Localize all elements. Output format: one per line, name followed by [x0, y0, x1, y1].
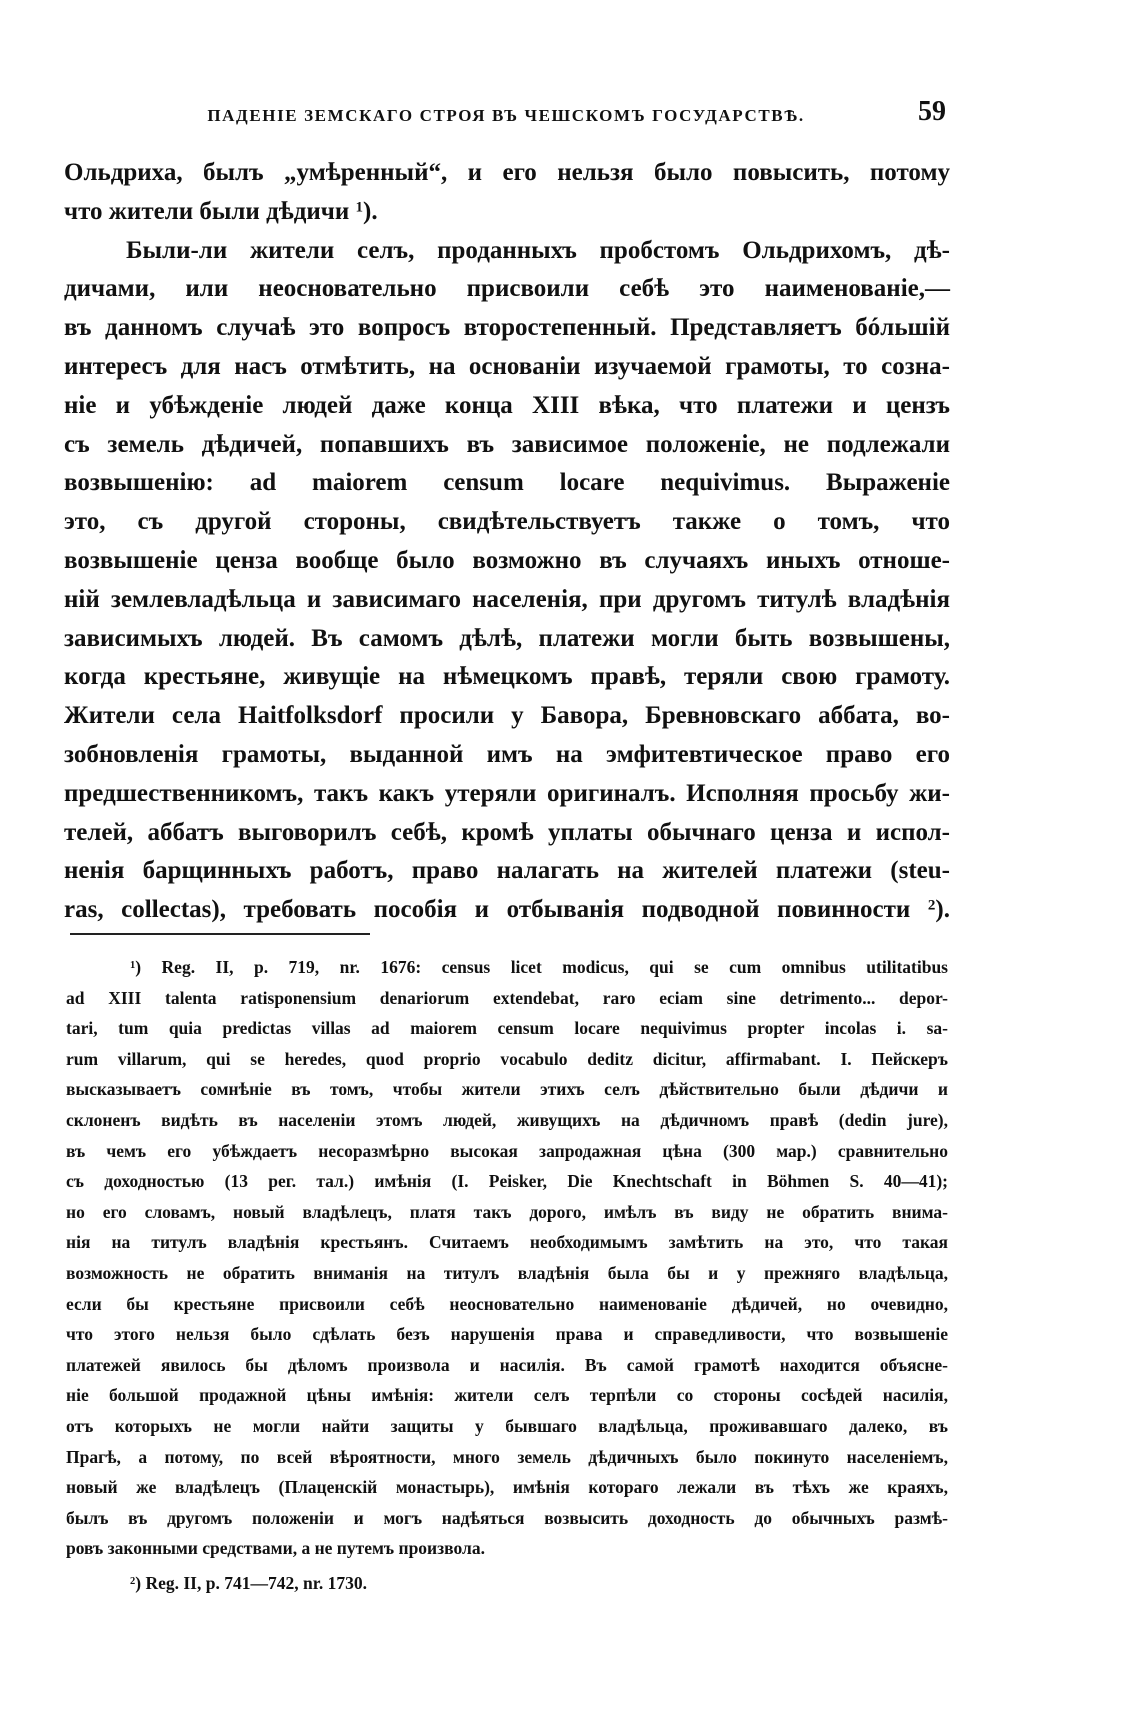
body-line: ній землевладѣльца и зависимаго населенія, при другомъ титулѣ владѣнія [64, 585, 950, 613]
body-line: зобновленія грамоты, выданной имъ на эмфитевтическое право его [64, 740, 950, 768]
body-line: ніе и убѣжденіе людей даже конца XIII вѣка, что платежи и цензъ [64, 391, 950, 419]
footnote-divider [70, 933, 370, 935]
body-line: интересъ для насъ отмѣтить, на основаніи изучаемой грамоты, то сознa- [64, 352, 950, 380]
footnote-line [66, 952, 948, 983]
running-title: ПАДЕНІЕ ЗЕМСКАГО СТРОЯ ВЪ ЧЕШСКОМЪ ГОСУДАРСТВѢ. [207, 106, 805, 125]
body-line: въ данномъ случаѣ это вопросъ второстепенный. Представляетъ бóльшій [64, 314, 950, 342]
body-line: зависимыхъ людей. Въ самомъ дѣлѣ, платежи могли быть возвышены, [64, 624, 950, 652]
footnote-line: tari, tum quia predictas villas ad maiorem censum locare nequivimus propter incolas i. sa- [66, 1018, 948, 1039]
body-line: Были-ли жители селъ, проданныхъ пробстомъ Ольдрихомъ, дѣ- [126, 236, 950, 264]
footnote-line: ad XIII talenta ratisponensium denariorum extendebat, raro eciam sine detrimento... depor- [66, 987, 948, 1008]
main-text [64, 154, 950, 930]
footnote-line: отъ которыхъ не могли найти защиты у бывшаго владѣльца, проживавшаго далеко, въ [66, 1415, 948, 1436]
body-line [64, 891, 950, 930]
footnote-line: возможность не обратить вниманія на титулъ владѣнія была бы и у прежняго владѣльца, [66, 1262, 948, 1283]
footnotes [66, 952, 948, 1598]
body-line: это, съ другой стороны, свидѣтельствуетъ также о томъ, что [64, 508, 950, 536]
footnote-marker: 2 [130, 1575, 136, 1587]
footnote-ref: 2 [927, 897, 936, 914]
footnote-line-text: ) Reg. II, p. 719, nr. 1676: census licet modicus, qui se cum omnibus utilitatibus [135, 957, 948, 977]
body-line [64, 193, 950, 232]
body-line-text: ras, collectas), требовать пособія и отбыванія подводной повинности [64, 896, 911, 924]
footnote-line [66, 1568, 948, 1599]
footnote-line: съ доходностью (13 рег. тал.) имѣнія (I. Peisker, Die Knechtschaft in Böhmen S. 40—41); [66, 1171, 948, 1192]
footnote-line: Прагѣ, а потому, по всей вѣроятности, много земель дѣдичныхъ было покинуто населеніемъ, [66, 1446, 948, 1467]
body-line: дичами, или неосновательно присвоили себѣ это наименованіе,— [64, 275, 950, 303]
footnote-ref: 1 [355, 199, 364, 216]
footnote-marker: 1 [130, 959, 136, 971]
footnote-line: ровъ законными средствами, а не путемъ произвола. [66, 1538, 485, 1559]
footnote-line: если бы крестьяне присвоили себѣ неосновательно наименованіе дѣдичей, но очевидно, [66, 1293, 948, 1314]
body-line-close: ). [363, 197, 378, 225]
footnote-line: rum villarum, qui se heredes, quod proprio vocabulo deditz dicitur, affirmabant. I. Пейскеръ [66, 1048, 948, 1069]
body-line: Ольдриха, былъ „умѣренный“, и его нельзя было повысить, потому [64, 159, 950, 186]
footnote-line: склоненъ видѣть въ населеніи этомъ людей, живущихъ на дѣдичномъ правѣ (dedin jure), [66, 1109, 948, 1130]
footnote-line: платежей явилось бы дѣломъ произвола и насилія. Въ самой грамотѣ находится объясне- [66, 1354, 948, 1375]
footnote-line: высказываетъ сомнѣніе въ томъ, чтобы жители этихъ селъ дѣйствительно были дѣдичи и [66, 1079, 948, 1100]
body-line: предшественникомъ, такъ какъ утеряли оригиналъ. Исполняя просьбу жи- [64, 779, 950, 807]
footnote-line: ніе большой продажной цѣны имѣнія: жители селъ терпѣли со стороны сосѣдей насилія, [66, 1385, 948, 1406]
body-line: съ земель дѣдичей, попавшихъ въ зависимое положеніе, не подлежали [64, 430, 950, 458]
body-line: возвышенію: ad maiorem censum locare nequivimus. Выраженіе [64, 469, 950, 497]
footnote-line: нія на титулъ владѣнія крестьянъ. Считаемъ необходимымъ замѣтить на это, что такая [66, 1232, 948, 1253]
body-line: Жители села Haitfolksdorf просили у Бавора, Бревновскаго аббата, во- [64, 702, 950, 730]
body-line: возвышеніе ценза вообще было возможно въ случаяхъ иныхъ отноше- [64, 546, 950, 574]
footnote-line: въ чемъ его убѣждаетъ несоразмѣрно высокая запродажная цѣна (300 мар.) сравнительно [66, 1140, 948, 1161]
footnote-line: былъ въ другомъ положеніи и могъ надѣяться возвысить доходность до обычныхъ размѣ- [66, 1507, 948, 1528]
footnote-line-text: ) Reg. II, p. 741—742, nr. 1730. [135, 1572, 367, 1593]
body-line-close: ). [935, 896, 950, 924]
body-line: когда крестьяне, живущіе на нѣмецкомъ правѣ, теряли свою грамоту. [64, 663, 950, 691]
running-head [66, 96, 946, 136]
page-number: 59 [918, 96, 946, 127]
body-line-text: что жители были дѣдичи [64, 197, 350, 225]
body-line: ненія барщинныхъ работъ, право налагать на жителей платежи (steu- [64, 857, 950, 885]
footnote-line: но его словамъ, новый владѣлецъ, платя такъ дорого, имѣлъ въ виду не обратить внима- [66, 1201, 948, 1222]
footnote-line: новый же владѣлецъ (Плаценскій монастырь), имѣнія котораго лежали въ тѣхъ же краяхъ, [66, 1477, 948, 1498]
footnote-line: что этого нельзя было сдѣлать безъ нарушенія права и справедливости, что возвышеніе [66, 1324, 948, 1345]
body-line: телей, аббатъ выговорилъ себѣ, кромѣ уплаты обычнаго ценза и испол- [64, 818, 950, 846]
